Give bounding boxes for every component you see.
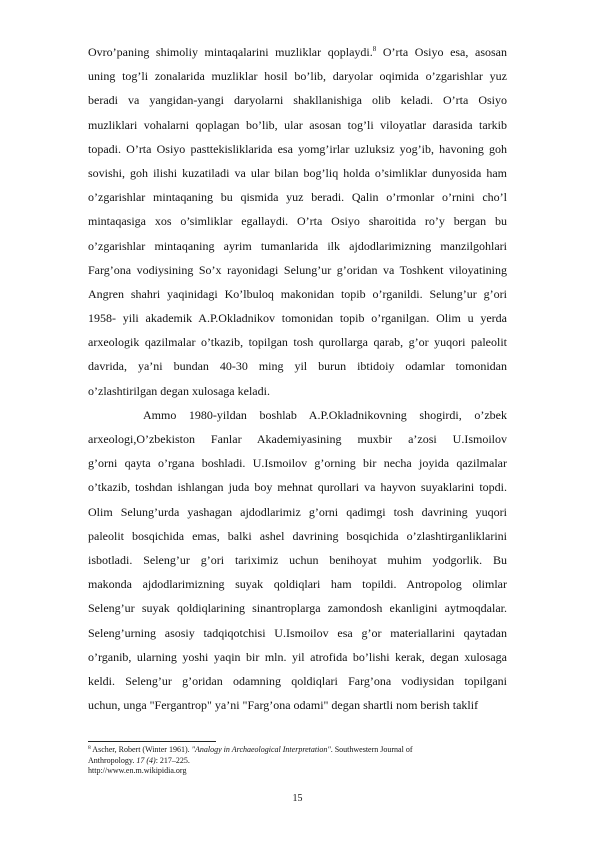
body-line: Seleng’ur suyak qoldiqlarining sinantroplarga zamondosh ekanligini aytmoqdalar. (88, 601, 507, 616)
body-line: 1958- yili akademik A.P.Okladnikov tomonidan topib o’rganilgan. Olim u yerda (88, 311, 507, 326)
body-line: mintaqasiga xos o’simliklar egallaydi. O’rta Osiyo sharoitida ro’y bergan bu (88, 214, 507, 229)
footnote-article-title: "Analogy in Archaeological Interpretation" (191, 745, 331, 754)
body-line: Ovro’paning shimoliy mintaqalarini muzliklar qoplaydi.$^8$ O’rta Osiyo esa, asosan (88, 45, 507, 59)
body-line: uchun, unga "Fergantrop" ya’ni "Farg’ona odami" degan shartli nom berish taklif (88, 698, 479, 713)
body-line: Ammo 1980-yildan boshlab A.P.Okladnikovning shogirdi, o’zbek (143, 407, 507, 422)
footnote-number: 8 (88, 745, 91, 751)
body-line: o’zlashtirilgan degan xulosaga keladi. (88, 383, 270, 398)
body-line: isbotladi. Seleng’ur g’ori tariximiz uchun benihoyat muhim yodgorlik. Bu (88, 552, 507, 567)
footnote-separator (88, 741, 216, 742)
body-text (88, 40, 507, 717)
body-line: o’rganib, ularning yoshi yaqin bir mln. yil atrofida bo’lishi kerak, degan xulosaga (88, 649, 507, 664)
body-line: sovishi, goh ilishi kuzatiladi va ular bilan bog’liq holda o’simliklar dunyosida ham (88, 165, 507, 180)
body-line: keldi. Seleng’ur g’oridan odamning qoldiqlari Farg’ona vodiysidan topilgani (88, 673, 507, 688)
body-line: o’zgarishlar mintaqaning ayrim tumanlarida ilk ajdodlarimizning manzilgohlari (88, 238, 507, 253)
body-line: davrida, ya’ni bundan 40-30 ming yil burun ibtidoiy odamlar tomonidan (88, 359, 507, 374)
body-line: o’zgarishlar mintaqaning bu qismida yuz beradi. Qalin o’rmonlar o’rnini cho’l (88, 190, 507, 205)
footnote-line-2: Anthropology. 17 (4): 217–225. (88, 755, 190, 765)
body-line: g’orni qayta o’rgana boshladi. U.Ismoilov g’orning bir necha joyida qazilmalar (88, 456, 507, 471)
footnote-reference: 8 (372, 45, 377, 53)
page-number: 15 (292, 793, 303, 804)
body-line: Angren shahri yaqinidagi Ko’lbuloq makonidan topib o’rganildi. Selung’ur g’ori (88, 286, 507, 301)
body-line: Farg’ona vodiysining So’x rayonidagi Selung’ur g’oridan va Toshkent viloyatining (88, 262, 507, 277)
footnote-link[interactable]: http://www.en.m.wikipidia.org (88, 766, 187, 775)
body-line: paleolit bosqichida emas, balki ashel davrining bosqichida o’zlashtirganliklarini (88, 528, 507, 543)
body-line: o’tkazib, toshdan ishlangan juda boy mehnat qurollari va hayvon suyaklarini topdi. (88, 480, 507, 495)
footnote-line-1: $^8$ Ascher, Robert (Winter 1961). "Analogy in Archaeological Interpretation". Southwestern Journal of (88, 745, 413, 754)
body-line: muzliklari vohalarni qoplagan bo’lib, ular asosan tog’li viloyatlar darasida tarkib (88, 117, 507, 132)
body-line: topadi. O’rta Osiyo pasttekisliklarida esa yomg’irlar uzluksiz yog’ib, havoning goh (88, 141, 507, 156)
body-line: beradi va yangidan-yangi daryolarni shakllanishiga olib keladi. O’rta Osiyo (88, 93, 507, 108)
footnote-volume: 17 (4) (136, 755, 156, 765)
body-line: Olim Selung’urda yashagan ajdodlarimiz g’orni qadimgi tosh davrining yuqori (88, 504, 507, 519)
footnote (88, 745, 518, 777)
body-line: makonda ajdodlarimizning suyak qoldiqlari ham topildi. Antropolog olimlar (88, 577, 507, 592)
body-line: arxeologik qazilmalar o’tkazib, topilgan tosh qurollarga qarab, g’or yuqori paleolit (88, 335, 507, 350)
body-line: arxeologi,O’zbekiston Fanlar Akademiyasining muxbir a’zosi U.Ismoilov (88, 432, 507, 446)
body-line: uning tog’li zonalarida muzliklar hosil bo’lib, daryolar oqimida o’zgarishlar yuz (88, 69, 507, 84)
body-line: Seleng’urning asosiy tadqiqotchisi U.Ismoilov esa g’or materiallarini qaytadan (88, 625, 507, 640)
